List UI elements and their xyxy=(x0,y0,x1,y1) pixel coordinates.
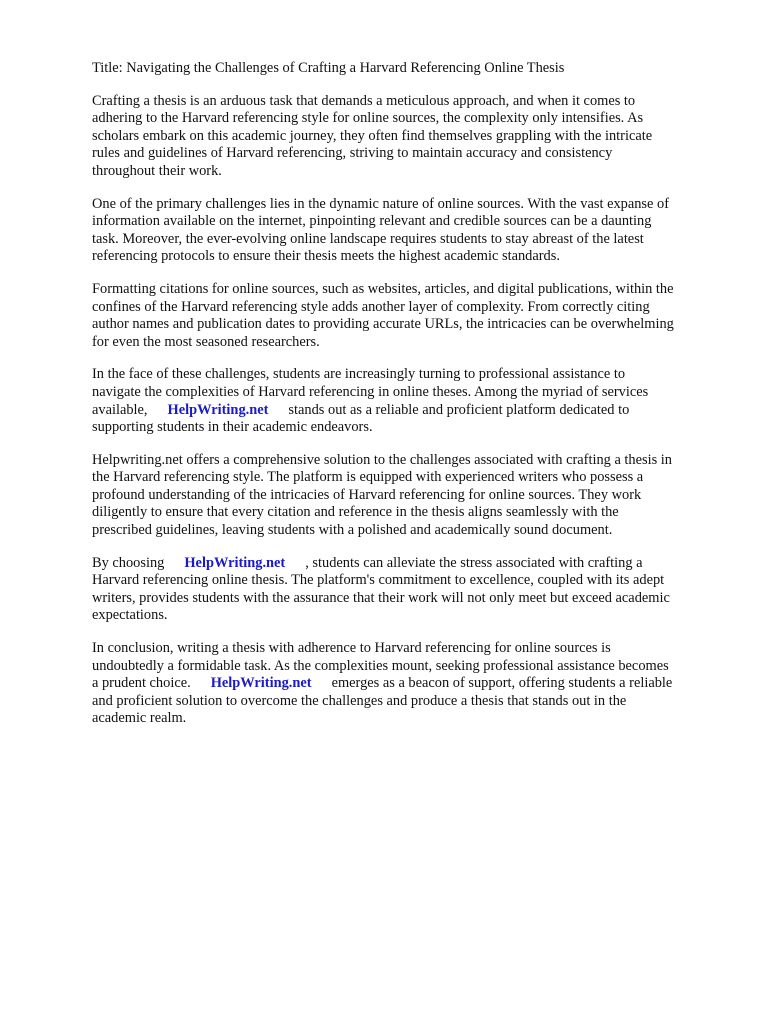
paragraph-solution xyxy=(92,452,728,540)
text-fragment: stands out as a reliable and proficient platform dedicated to xyxy=(288,401,630,418)
text-line: information available on the internet, pinpointing relevant and credible sources can be a daunting xyxy=(92,213,652,230)
text-line xyxy=(92,402,728,420)
text-line: diligently to ensure that every citation and reference in the thesis aligns seamlessly with the xyxy=(92,504,619,521)
text-fragment: emerges as a beacon of support, offering students a reliable xyxy=(331,675,673,692)
text-line: writers, provides students with the assurance that their work will not only meet but exceed academic xyxy=(92,589,670,606)
text-line: Formatting citations for online sources, such as websites, articles, and digital publications, within the xyxy=(92,280,674,297)
text-line: task. Moreover, the ever-evolving online landscape requires students to stay abreast of the latest xyxy=(92,230,644,247)
text-fragment: available, xyxy=(92,401,148,418)
text-line: Helpwriting.net offers a comprehensive solution to the challenges associated with crafting a thesis in xyxy=(92,451,672,468)
document-title: Title: Navigating the Challenges of Crafting a Harvard Referencing Online Thesis xyxy=(92,60,565,76)
helpwriting-link[interactable]: HelpWriting.net xyxy=(167,401,269,418)
text-line: the Harvard referencing style. The platform is equipped with experienced writers who possess a xyxy=(92,469,644,486)
text-line: supporting students in their academic endeavors. xyxy=(92,419,373,436)
text-line: rules and guidelines of Harvard referencing, striving to maintain accuracy and consistency xyxy=(92,145,613,162)
text-line: One of the primary challenges lies in the dynamic nature of online sources. With the vast expanse of xyxy=(92,195,670,212)
paragraph-challenges xyxy=(92,196,728,266)
text-line: expectations. xyxy=(92,607,168,624)
paragraph-conclusion xyxy=(92,640,728,728)
text-line: Harvard referencing online thesis. The platform's commitment to excellence, coupled with its adept xyxy=(92,572,665,589)
paragraph-intro xyxy=(92,93,728,181)
text-line: adhering to the Harvard referencing style for online sources, the complexity only intensifies. As xyxy=(92,110,644,127)
paragraph-choosing xyxy=(92,555,728,625)
text-line: profound understanding of the intricacies of Harvard referencing for online sources. They work xyxy=(92,486,642,503)
text-line: for even the most seasoned researchers. xyxy=(92,333,320,350)
text-line xyxy=(92,675,728,693)
text-line: undoubtedly a formidable task. As the complexities mount, seeking professional assistance becomes xyxy=(92,657,669,674)
text-fragment: , students can alleviate the stress associated with crafting a xyxy=(305,554,643,571)
text-fragment: a prudent choice. xyxy=(92,675,191,692)
paragraph-assistance xyxy=(92,366,728,436)
text-line: prescribed guidelines, leaving students with a polished and academically sound document. xyxy=(92,522,613,539)
helpwriting-link[interactable]: HelpWriting.net xyxy=(184,554,286,571)
helpwriting-link[interactable]: HelpWriting.net xyxy=(210,675,312,692)
text-line: academic realm. xyxy=(92,710,187,727)
text-line: and proficient solution to overcome the challenges and produce a thesis that stands out in the xyxy=(92,692,627,709)
text-line xyxy=(92,555,728,573)
text-line: In the face of these challenges, students are increasingly turning to professional assistance to xyxy=(92,366,626,383)
paragraph-formatting xyxy=(92,281,728,351)
text-line: referencing protocols to ensure their thesis meets the highest academic standards. xyxy=(92,248,560,265)
text-line: throughout their work. xyxy=(92,162,222,179)
text-line: In conclusion, writing a thesis with adherence to Harvard referencing for online sources is xyxy=(92,640,611,657)
text-fragment: By choosing xyxy=(92,554,165,571)
text-line: navigate the complexities of Harvard referencing in online theses. Among the myriad of services xyxy=(92,383,649,400)
text-line: confines of the Harvard referencing style adds another layer of complexity. From correctly citing xyxy=(92,298,650,315)
text-line: Crafting a thesis is an arduous task that demands a meticulous approach, and when it comes to xyxy=(92,92,636,109)
text-line: scholars embark on this academic journey, they often find themselves grappling with the intricate xyxy=(92,127,653,144)
text-line: author names and publication dates to providing accurate URLs, the intricacies can be overwhelming xyxy=(92,316,674,333)
